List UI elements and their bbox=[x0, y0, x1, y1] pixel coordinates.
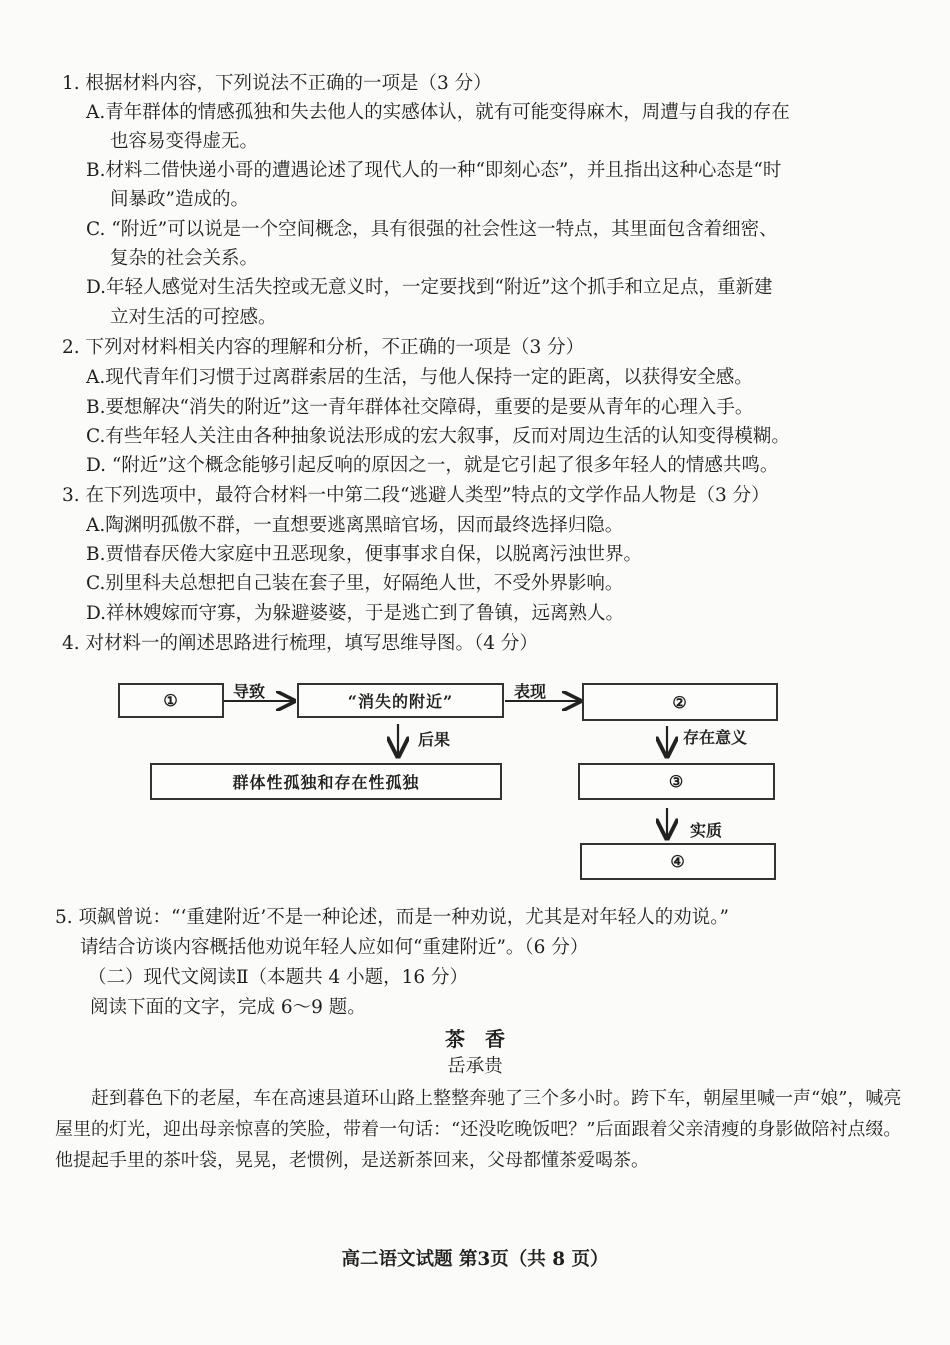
arrow-label-essence: 实质 bbox=[690, 821, 723, 840]
mindmap-box-disappearing-nearby: “消失的附近” bbox=[297, 683, 504, 718]
q1-option-a-cont: 也容易变得虚无。 bbox=[110, 131, 259, 152]
q3-stem: 3. 在下列选项中，最符合材料一中第二段“逃避人类型”特点的文学作品人物是（3 分） bbox=[62, 485, 770, 506]
mindmap-box-3: ③ bbox=[578, 763, 775, 800]
arrow-label-result: 后果 bbox=[418, 730, 451, 749]
q1-option-d-cont: 立对生活的可控感。 bbox=[110, 307, 277, 328]
mindmap-box-1: ① bbox=[118, 683, 224, 718]
q1-option-c-cont: 复杂的社会关系。 bbox=[110, 248, 259, 269]
story-title: 茶 香 bbox=[445, 1027, 505, 1051]
q1-option-a: A.青年群体的情感孤独和失去他人的实感体认，就有可能变得麻木，周遭与自我的存在 bbox=[86, 102, 790, 123]
arrow-label-meaning: 存在意义 bbox=[683, 728, 748, 747]
q1-option-b: B.材料二借快递小哥的遭遇论述了现代人的一种“即刻心态”，并且指出这种心态是“时 bbox=[86, 160, 782, 181]
story-body bbox=[55, 1083, 915, 1176]
q2-option-a: A.现代青年们习惯于过离群索居的生活，与他人保持一定的距离，以获得安全感。 bbox=[86, 367, 753, 388]
q2-option-c: C.有些年轻人关注由各种抽象说法形成的宏大叙事，反而对周边生活的认知变得模糊。 bbox=[86, 426, 790, 447]
q3-option-a: A.陶渊明孤傲不群，一直想要逃离黑暗官场，因而最终选择归隐。 bbox=[86, 515, 624, 536]
q2-stem: 2. 下列对材料相关内容的理解和分析，不正确的一项是（3 分） bbox=[62, 337, 585, 358]
mindmap-box-loneliness: 群体性孤独和存在性孤独 bbox=[150, 763, 502, 800]
arrow-label-show: 表现 bbox=[514, 682, 547, 701]
mindmap-box-4: ④ bbox=[580, 843, 776, 880]
q1-option-d: D.年轻人感觉对生活失控或无意义时，一定要找到“附近”这个抓手和立足点，重新建 bbox=[86, 277, 773, 298]
story-paragraph: 赶到暮色下的老屋，车在高速县道环山路上整整奔驰了三个多小时。跨下车，朝屋里喊一声“娘”，喊亮屋里的灯光，迎出母亲惊喜的笑脸，带着一句话：“还没吃晚饭吧？”后面跟着父亲清瘦的身影做陪衬点缀。他提起手里的茶叶袋，晃晃，老惯例，是送新茶回来，父母都懂茶爱喝茶。 bbox=[55, 1088, 902, 1171]
q4-stem: 4. 对材料一的阐述思路进行梳理，填写思维导图。（4 分） bbox=[62, 633, 538, 654]
q2-option-d: D. “附近”这个概念能够引起反响的原因之一，就是它引起了很多年轻人的情感共鸣。 bbox=[86, 455, 779, 476]
q5-stem: 5. 项飙曾说：“‘重建附近’不是一种论述，而是一种劝说，尤其是对年轻人的劝说。” bbox=[55, 907, 729, 928]
mindmap-box-2: ② bbox=[582, 683, 778, 721]
q1-option-c: C. “附近”可以说是一个空间概念，具有很强的社会性这一特点，其里面包含着细密、 bbox=[86, 219, 778, 240]
q3-option-b: B.贾惜春厌倦大家庭中丑恶现象，便事事求自保，以脱离污浊世界。 bbox=[86, 544, 642, 565]
arrow-label-lead: 导致 bbox=[233, 682, 266, 701]
page-footer: 高二语文试题 第3页（共 8 页） bbox=[341, 1249, 609, 1270]
section-2-title: （二）现代文阅读Ⅱ（本题共 4 小题，16 分） bbox=[88, 967, 469, 988]
story-author: 岳承贵 bbox=[447, 1056, 503, 1077]
section-2-instruction: 阅读下面的文字，完成 6～9 题。 bbox=[90, 997, 366, 1018]
q5-stem-cont: 请结合访谈内容概括他劝说年轻人应如何“重建附近”。（6 分） bbox=[80, 937, 589, 958]
q1-option-b-cont: 间暴政”造成的。 bbox=[110, 189, 249, 210]
q2-option-b: B.要想解决“消失的附近”这一青年群体社交障碍，重要的是要从青年的心理入手。 bbox=[86, 397, 754, 418]
q3-option-c: C.别里科夫总想把自己装在套子里，好隔绝人世，不受外界影响。 bbox=[86, 573, 624, 594]
q3-option-d: D.祥林嫂嫁而守寡，为躲避婆婆，于是逃亡到了鲁镇，远离熟人。 bbox=[86, 603, 625, 624]
q1-stem: 1. 根据材料内容，下列说法不正确的一项是（3 分） bbox=[62, 73, 492, 94]
